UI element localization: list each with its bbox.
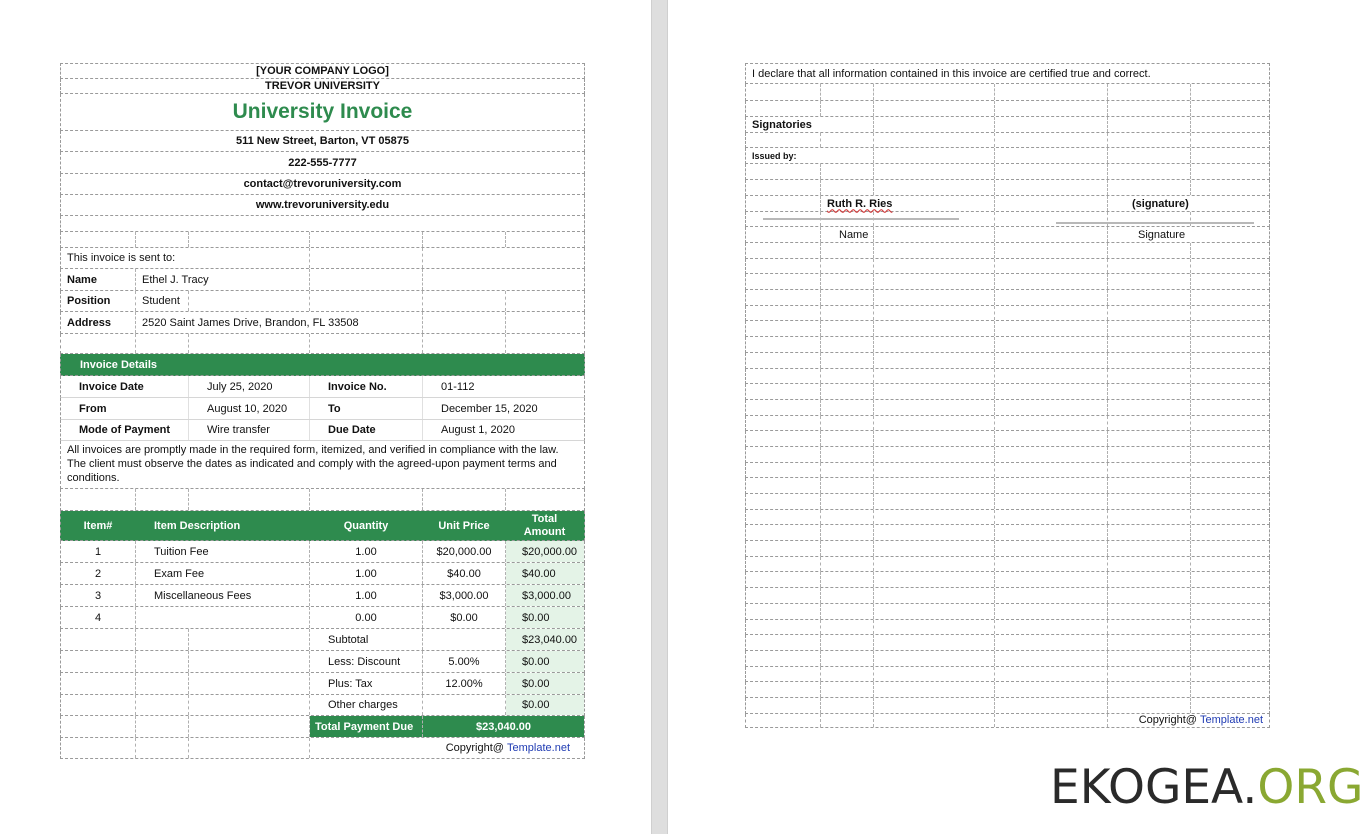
copyright-footer-right: Copyright@ Template.net xyxy=(1138,714,1263,727)
blank-row xyxy=(745,290,1270,306)
tax-label: Plus: Tax xyxy=(310,673,423,694)
blank-row xyxy=(745,369,1270,385)
blank-row xyxy=(745,400,1270,416)
blank-row xyxy=(745,698,1270,714)
table-row: 1 Tuition Fee 1.00 $20,000.00 $20,000.00 xyxy=(60,541,585,563)
blank-row xyxy=(745,682,1270,698)
name-signature-line xyxy=(763,218,959,220)
recipient-name-row xyxy=(60,269,585,291)
blank-row xyxy=(745,494,1270,510)
signatory-page xyxy=(745,63,1270,728)
blank-row xyxy=(745,541,1270,557)
logo-row xyxy=(60,63,585,79)
blank-row xyxy=(745,557,1270,573)
period-from: August 10, 2020 xyxy=(189,398,310,419)
invoice-date-label: Invoice Date xyxy=(61,376,189,397)
blank-row xyxy=(745,478,1270,494)
company-name: TREVOR UNIVERSITY xyxy=(265,80,380,92)
invoice-no-label: Invoice No. xyxy=(310,376,423,397)
signatories-label: Signatories xyxy=(746,117,874,132)
discount-rate: 5.00% xyxy=(423,651,506,672)
recipient-position: Student xyxy=(136,291,189,311)
signer-name: Ruth R. Ries xyxy=(821,196,995,211)
blank-row xyxy=(745,525,1270,541)
col-unit-price: Unit Price xyxy=(423,511,506,540)
blank-row xyxy=(745,510,1270,526)
payment-mode-label: Mode of Payment xyxy=(61,420,189,440)
signature-line xyxy=(1056,222,1254,224)
signature-caption: Signature xyxy=(1138,228,1186,241)
blank-row xyxy=(745,243,1270,259)
blank-row xyxy=(745,588,1270,604)
blank-row xyxy=(745,447,1270,463)
blank-row xyxy=(745,431,1270,447)
invoice-page xyxy=(60,63,585,759)
blank-row xyxy=(745,274,1270,290)
other-charges-row xyxy=(60,695,585,716)
blank-row xyxy=(745,463,1270,479)
blank-row xyxy=(745,416,1270,432)
blank-row xyxy=(745,384,1270,400)
payment-mode: Wire transfer xyxy=(189,420,310,440)
position-label: Position xyxy=(61,291,136,311)
name-caption: Name xyxy=(821,227,874,242)
blank-row xyxy=(745,635,1270,651)
blank-row xyxy=(745,306,1270,322)
col-total-amount: Total Amount xyxy=(506,511,584,540)
terms-note: All invoices are promptly made in the required form, itemized, and verified in compliance with the law. The client must observe the dates as indicated and comply with the agreed-upon payment terms and conditions. xyxy=(67,444,559,484)
col-description: Item Description xyxy=(136,511,310,540)
total-due-row xyxy=(60,716,585,738)
address-label: Address xyxy=(61,312,136,333)
blank-row xyxy=(745,651,1270,667)
blank-row xyxy=(745,667,1270,683)
invoice-title: University Invoice xyxy=(232,100,413,123)
name-label: Name xyxy=(61,269,136,290)
recipient-address: 2520 Saint James Drive, Brandon, FL 33508 xyxy=(136,312,423,333)
discount-label: Less: Discount xyxy=(310,651,423,672)
table-row: 3 Miscellaneous Fees 1.00 $3,000.00 $3,000.00 xyxy=(60,585,585,607)
due-date-label: Due Date xyxy=(310,420,423,440)
from-label: From xyxy=(61,398,189,419)
invoice-details-header xyxy=(60,354,585,376)
issued-by-label: Issued by: xyxy=(746,148,874,163)
site-watermark: EKOGEA.ORG xyxy=(1050,760,1363,815)
signature-placeholder: (signature) xyxy=(1132,197,1189,210)
company-address: 511 New Street, Barton, VT 05875 xyxy=(235,135,410,147)
subtotal-label: Subtotal xyxy=(310,629,423,650)
other-charges-value: $0.00 xyxy=(506,695,584,715)
to-label: To xyxy=(310,398,423,419)
discount-value: $0.00 xyxy=(506,651,584,672)
invoice-details-title: Invoice Details xyxy=(61,354,584,375)
invoice-date: July 25, 2020 xyxy=(189,376,310,397)
blank-row xyxy=(745,620,1270,636)
due-date: August 1, 2020 xyxy=(441,424,516,436)
invoice-no: 01-112 xyxy=(441,380,475,393)
other-charges-label: Other charges xyxy=(310,695,423,715)
page-gutter xyxy=(651,0,668,834)
blank-row xyxy=(745,353,1270,369)
company-email: contact@trevoruniversity.com xyxy=(243,178,402,190)
blank-row xyxy=(745,337,1270,353)
items-table-header xyxy=(60,511,585,541)
tax-value: $0.00 xyxy=(506,673,584,694)
blank-row xyxy=(745,604,1270,620)
blank-row xyxy=(745,572,1270,588)
recipient-intro: This invoice is sent to: xyxy=(61,248,310,268)
blank-grid xyxy=(745,243,1270,714)
copyright-footer: Copyright@ Template.net xyxy=(445,742,570,754)
table-row: 4 0.00 $0.00 $0.00 xyxy=(60,607,585,629)
col-item-no: Item# xyxy=(61,511,136,540)
total-due-value: $23,040.00 xyxy=(423,716,584,737)
recipient-name: Ethel J. Tracy xyxy=(136,269,310,290)
table-row: 2 Exam Fee 1.00 $40.00 $40.00 xyxy=(60,563,585,585)
period-to: December 15, 2020 xyxy=(441,402,538,415)
col-quantity: Quantity xyxy=(310,511,423,540)
blank-row xyxy=(745,321,1270,337)
company-phone: 222-555-7777 xyxy=(288,156,357,169)
declaration-text: I declare that all information contained in this invoice are certified true and correct. xyxy=(752,67,1151,80)
subtotal-value: $23,040.00 xyxy=(506,629,584,650)
company-website: www.trevoruniversity.edu xyxy=(255,199,390,211)
template-link[interactable]: Template.net xyxy=(507,742,570,754)
company-logo-placeholder: [YOUR COMPANY LOGO] xyxy=(256,65,389,77)
blank-row xyxy=(745,259,1270,275)
tax-rate: 12.00% xyxy=(423,673,506,694)
tax-row xyxy=(60,673,585,695)
template-link-right[interactable]: Template.net xyxy=(1200,714,1263,727)
subtotal-row xyxy=(60,629,585,651)
total-due-label: Total Payment Due xyxy=(310,716,423,737)
recipient-position-row xyxy=(60,291,585,312)
recipient-address-row xyxy=(60,312,585,334)
discount-row xyxy=(60,651,585,673)
